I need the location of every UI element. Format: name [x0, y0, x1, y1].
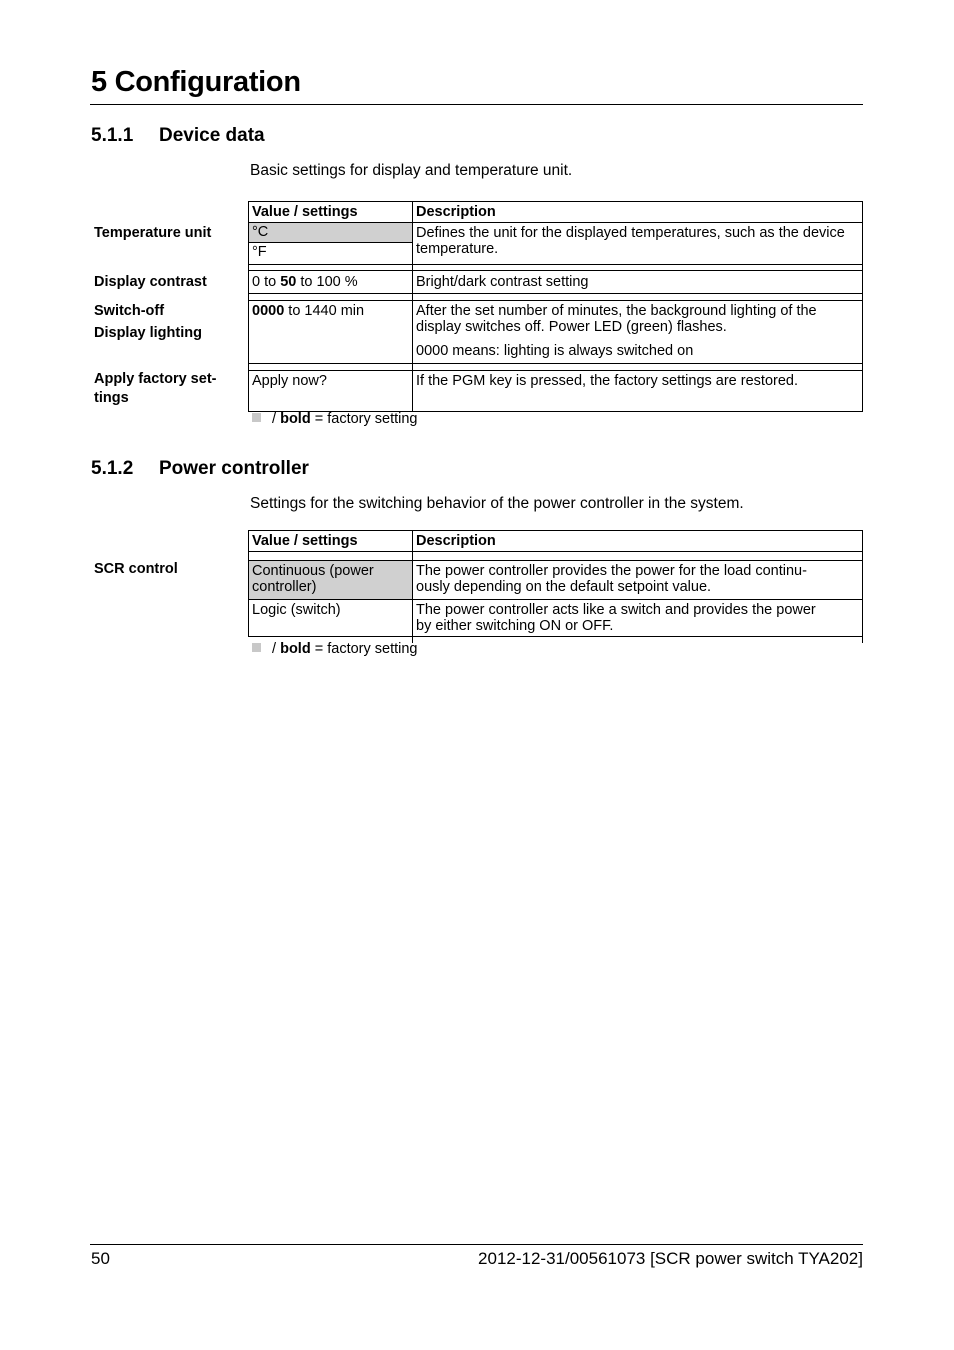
shade-swatch-icon [252, 643, 261, 652]
description-apply-factory: If the PGM key is pressed, the factory settings are restored. [413, 371, 863, 412]
section-heading-device-data [91, 125, 265, 147]
col-header-value: Value / settings [249, 531, 413, 552]
value-switch-off: 0000 to 1440 min [249, 301, 413, 364]
row-label-scr-control: SCR control [94, 561, 178, 577]
header-rule [90, 104, 863, 105]
col-header-description: Description [413, 202, 863, 223]
description-continuous: The power controller provides the power for the load continu- ously depending on the default setpoint value. [413, 561, 863, 600]
section-title: Power controller [159, 458, 309, 479]
value-apply-now: Apply now? [249, 371, 413, 412]
footer-rule [90, 1244, 863, 1245]
page-number: 50 [91, 1249, 110, 1268]
description-temperature-unit: Defines the unit for the displayed temperatures, such as the device temperature. [413, 223, 863, 265]
table-spacer [249, 552, 863, 561]
table-header-row [249, 202, 863, 223]
shade-swatch-icon [252, 413, 261, 422]
document-id: 2012-12-31/00561073 [SCR power switch TYA202] [478, 1249, 863, 1268]
value-contrast: 0 to 50 to 100 % [249, 271, 413, 294]
table-row [249, 600, 863, 637]
row-label-temperature-unit: Temperature unit [94, 225, 212, 241]
value-continuous: Continuous (power controller) [249, 561, 413, 600]
section-number: 5.1.2 [91, 458, 134, 479]
col-header-description: Description [413, 531, 863, 552]
section-title: Device data [159, 125, 265, 146]
device-data-table [248, 201, 863, 412]
table-row [249, 301, 863, 364]
factory-setting-note: / bold = factory setting [252, 641, 418, 657]
power-controller-table [248, 530, 863, 643]
factory-setting-note: / bold = factory setting [252, 411, 418, 427]
value-logic: Logic (switch) [249, 600, 413, 637]
table-row [249, 371, 863, 412]
section-heading-power-controller [91, 458, 309, 480]
table-row [249, 223, 863, 243]
chapter-title: 5 Configuration [91, 66, 301, 98]
row-label-display-contrast: Display contrast [94, 274, 207, 290]
description-logic: The power controller acts like a switch and provides the power by either switching ON or OFF. [413, 600, 863, 637]
row-label-apply-factory: Apply factory set- tings [94, 371, 217, 406]
table-header-row [249, 531, 863, 552]
section-intro: Settings for the switching behavior of the power controller in the system. [250, 495, 744, 512]
description-contrast: Bright/dark contrast setting [413, 271, 863, 294]
value-fahrenheit: °F [249, 243, 413, 265]
table-spacer [249, 364, 863, 371]
section-intro: Basic settings for display and temperature unit. [250, 162, 573, 179]
table-spacer [249, 294, 863, 301]
value-celsius: °C [249, 223, 413, 243]
section-number: 5.1.1 [91, 125, 134, 146]
row-label-switch-off: Switch-off Display lighting [94, 303, 202, 341]
table-row [249, 561, 863, 600]
description-switch-off: After the set number of minutes, the background lighting of the display switches off. Power LED (green) flashes. 0000 means: lighting is always switched on [413, 301, 863, 364]
col-header-value: Value / settings [249, 202, 413, 223]
table-row [249, 271, 863, 294]
